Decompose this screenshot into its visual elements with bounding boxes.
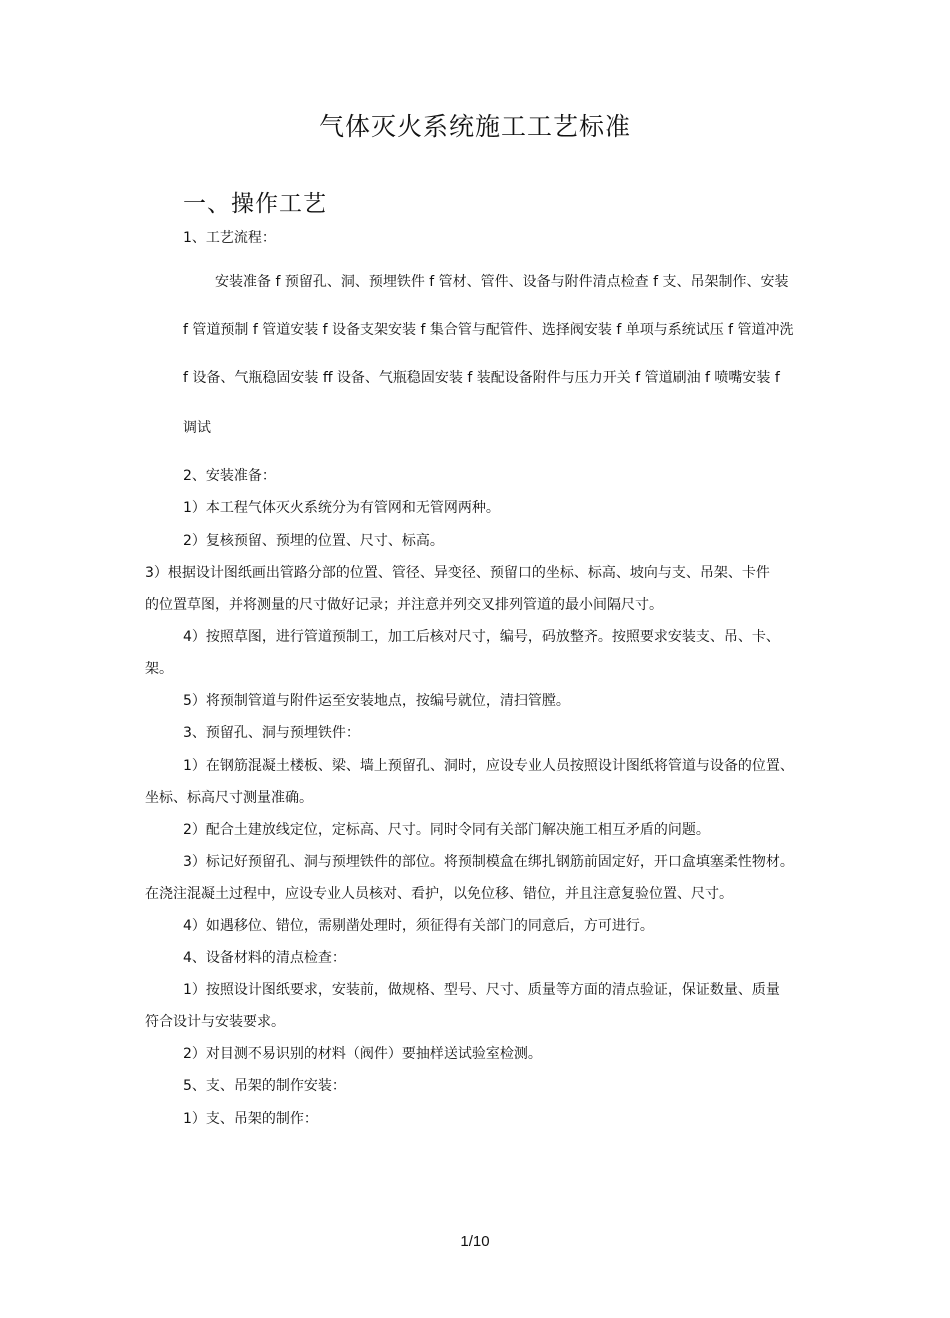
flow-line: f 设备、气瓶稳固安装 ff 设备、气瓶稳固安装 f 装配设备附件与压力开关 f 管道刷油 f 喷嘴安装 f	[183, 370, 780, 386]
paragraph: 4）如遇移位、错位，需剔凿处理时，须征得有关部门的同意后，方可进行。	[183, 918, 654, 934]
item-heading: 4、设备材料的清点检查：	[183, 950, 346, 966]
paragraph-line: 在浇注混凝土过程中，应设专业人员核对、看护，以免位移、错位，并且注意复验位置、尺寸。	[145, 886, 733, 902]
page-number: 1/10	[460, 1233, 490, 1250]
paragraph: 1）支、吊架的制作：	[183, 1111, 318, 1127]
flow-line: 调试	[183, 420, 211, 436]
paragraph-line: 3）标记好预留孔、洞与预埋铁件的部位。将预制模盒在绑扎钢筋前固定好，开口盒填塞柔性物材。	[183, 854, 794, 870]
paragraph: 1）本工程气体灭火系统分为有管网和无管网两种。	[183, 500, 500, 516]
paragraph-line: 4）按照草图，进行管道预制工，加工后核对尺寸，编号，码放整齐。按照要求安装支、吊、卡、	[183, 629, 780, 645]
paragraph-line: 1）在钢筋混凝土楼板、梁、墙上预留孔、洞时，应设专业人员按照设计图纸将管道与设备的位置、	[183, 758, 794, 774]
item-heading: 2、安装准备：	[183, 468, 276, 484]
section-heading: 一、操作工艺	[183, 191, 327, 217]
paragraph-line: 架。	[145, 661, 173, 677]
document-title: 气体灭火系统施工工艺标准	[318, 112, 631, 141]
paragraph-line: 3）根据设计图纸画出管路分部的位置、管径、异变径、预留口的坐标、标高、坡向与支、吊架、卡件	[145, 565, 770, 581]
paragraph: 5）将预制管道与附件运至安装地点，按编号就位，清扫管膛。	[183, 693, 570, 709]
paragraph: 2）对目测不易识别的材料（阀件）要抽样送试验室检测。	[183, 1046, 542, 1062]
paragraph-line: 1）按照设计图纸要求，安装前，做规格、型号、尺寸、质量等方面的清点验证，保证数量、质量	[183, 982, 780, 998]
item-heading: 5、支、吊架的制作安装：	[183, 1078, 346, 1094]
flow-line: 安装准备 f 预留孔、洞、预埋铁件 f 管材、管件、设备与附件清点检查 f 支、吊架制作、安装	[215, 274, 789, 290]
paragraph: 2）复核预留、预埋的位置、尺寸、标高。	[183, 533, 444, 549]
paragraph-line: 符合设计与安装要求。	[145, 1014, 285, 1030]
paragraph: 2）配合土建放线定位，定标高、尺寸。同时令同有关部门解决施工相互矛盾的问题。	[183, 822, 710, 838]
item-heading: 1、工艺流程：	[183, 230, 276, 246]
flow-line: f 管道预制 f 管道安装 f 设备支架安装 f 集合管与配管件、选择阀安装 f 单项与系统试压 f 管道冲洗	[183, 322, 794, 338]
item-heading: 3、预留孔、洞与预埋铁件：	[183, 725, 360, 741]
paragraph-line: 的位置草图，并将测量的尺寸做好记录；并注意并列交叉排列管道的最小间隔尺寸。	[145, 597, 663, 613]
paragraph-line: 坐标、标高尺寸测量准确。	[145, 790, 313, 806]
